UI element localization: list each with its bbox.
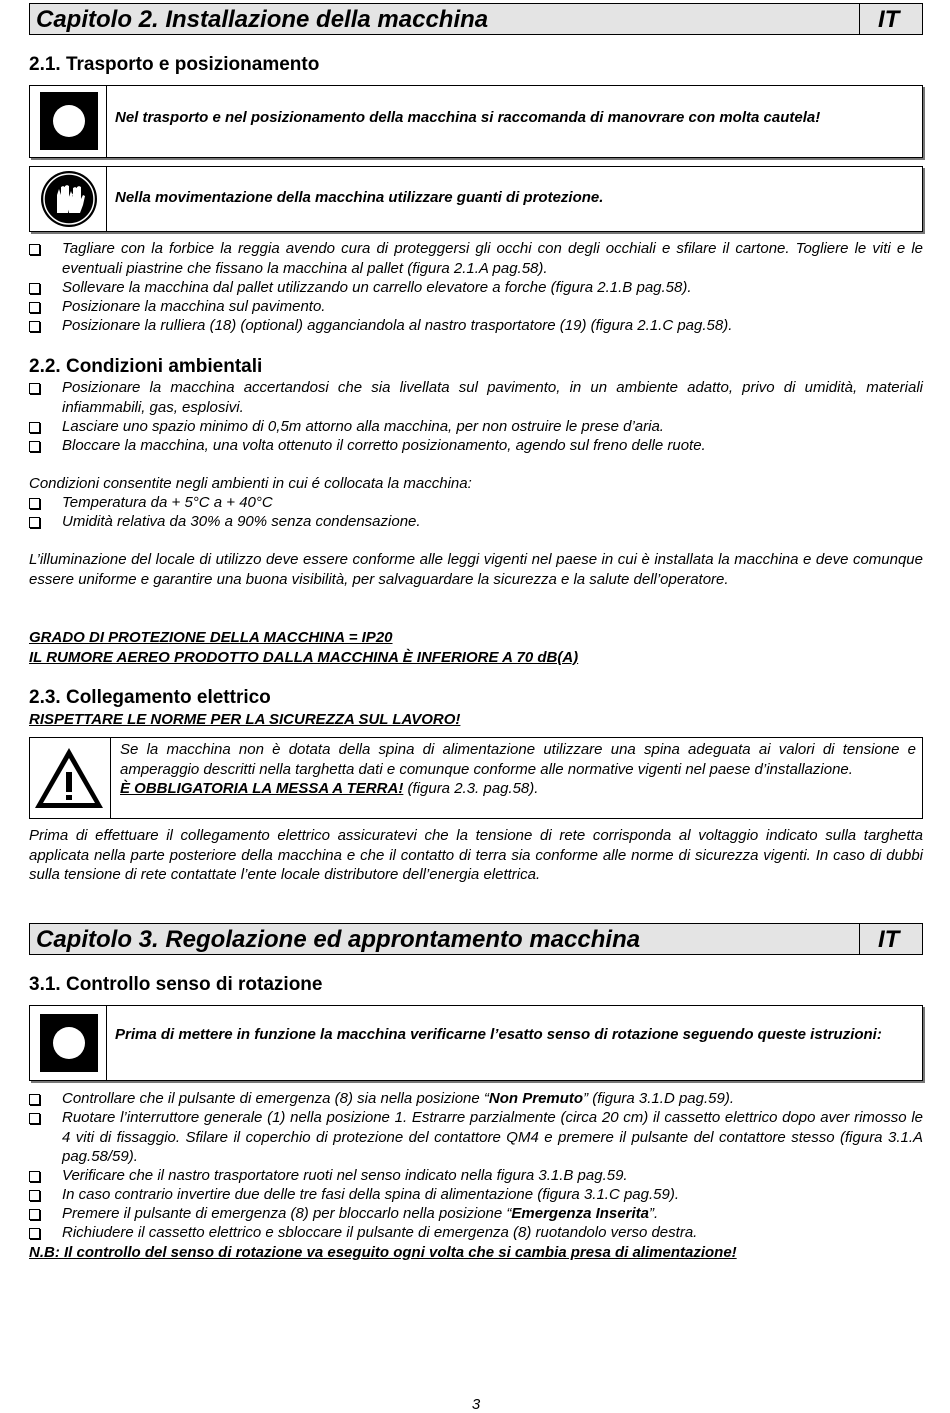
chapter-3-header <box>29 923 923 955</box>
chapter-3-title: Capitolo 3. Regolazione ed approntamento macchina <box>36 926 641 953</box>
list-item: Verificare che il nastro trasportatore ruoti nel senso indicato nella figura 3.1.B pag.59. <box>29 1166 923 1186</box>
list-item: Temperatura da + 5°C a + 40°C <box>29 493 923 513</box>
conditions-intro: Condizioni consentite negli ambienti in cui é collocata la macchina: <box>29 475 472 492</box>
note-box-rotation <box>29 1005 923 1081</box>
list-item: Tagliare con la forbice la reggia avendo cura di proteggersi gli occhi con degli occhiali e sfilare il cartone. Togliere le viti e le eventuali piastrine che fissano la macchina al pallet (figura 2.1.A pag.58). <box>29 239 923 278</box>
chapter-2-title: Capitolo 2. Installazione della macchina <box>36 6 489 33</box>
rotation-nb-note: N.B: Il controllo del senso di rotazione va eseguito ogni volta che si cambia presa di alimentazione! <box>29 1244 737 1261</box>
chapter-2-lang: IT <box>878 6 900 33</box>
section-2-2-title: 2.2. Condizioni ambientali <box>29 356 263 377</box>
list-item: Controllare che il pulsante di emergenza (8) sia nella posizione “Non Premuto” (figura 3.1.D pag.59). <box>29 1089 923 1109</box>
list-item: Ruotare l’interruttore generale (1) nella posizione 1. Estrarre parzialmente (circa 20 cm) il cassetto elettrico dopo aver rimosso le 4 viti di fissaggio. Sfilare il coperchio di protezione del contattore QM4 e premere il pulsante del contattore stesso (figura 3.1.A pag.58/59). <box>29 1108 923 1167</box>
chapter-2-lang-cell <box>859 4 922 34</box>
section-2-3-title: 2.3. Collegamento elettrico <box>29 687 271 708</box>
note-gloves-text: Nella movimentazione della macchina utilizzare guanti di protezione. <box>115 189 604 206</box>
note-caution-text: Nel trasporto e nel posizionamento della macchina si raccomanda di manovrare con molta cautela! <box>115 109 821 126</box>
list-item: Sollevare la macchina dal pallet utilizzando un carrello elevatore a forche (figura 2.1.B pag.58). <box>29 278 923 298</box>
checkbox-bullet-icon <box>29 383 40 394</box>
list-item: Bloccare la macchina, una volta ottenuto il corretto posizionamento, agendo sul freno delle ruote. <box>29 436 923 456</box>
warning-text: Se la macchina non è dotata della spina di alimentazione utilizzare una spina adeguata ai valori di tensione e amperaggio descritti nella targhetta dati e comunque conforme alle normative vigenti nel paese d’installazione. È OBBLIGATORIA LA MESSA A TERRA! (figura 2.3. pag.58). <box>120 741 916 797</box>
protection-grade: GRADO DI PROTEZIONE DELLA MACCHINA = IP20 <box>29 629 393 646</box>
warning-triangle-icon <box>30 738 111 818</box>
checkbox-bullet-icon <box>29 321 40 332</box>
checkbox-bullet-icon <box>29 1113 40 1124</box>
list-item: Posizionare la macchina accertandosi che sia livellata sul pavimento, in un ambiente adatto, privo di umidità, materiali infiammabili, gas, esplosivi. <box>29 378 923 417</box>
section-3-1-title: 3.1. Controllo senso di rotazione <box>29 974 323 995</box>
checkbox-bullet-icon <box>29 517 40 528</box>
checkbox-bullet-icon <box>29 1228 40 1239</box>
mandatory-circle-icon <box>30 86 107 157</box>
checkbox-bullet-icon <box>29 283 40 294</box>
chapter-3-lang: IT <box>878 926 900 953</box>
lighting-paragraph: L’illuminazione del locale di utilizzo deve essere conforme alle leggi vigenti nel paese in cui è installata la macchina e deve comunque essere uniforme e garantire una buona visibilità, per salvaguardare la sicurezza e la salute dell’operatore. <box>29 551 923 588</box>
note-box-gloves <box>29 166 923 232</box>
section-2-1-title: 2.1. Trasporto e posizionamento <box>29 54 320 75</box>
checkbox-bullet-icon <box>29 1190 40 1201</box>
checkbox-bullet-icon <box>29 244 40 255</box>
warning-box <box>29 737 923 819</box>
checkbox-bullet-icon <box>29 302 40 313</box>
checkbox-bullet-icon <box>29 1094 40 1105</box>
list-item: Posizionare la macchina sul pavimento. <box>29 297 923 317</box>
chapter-2-header <box>29 3 923 35</box>
note-rotation-text: Prima di mettere in funzione la macchina verificarne l’esatto senso di rotazione seguendo queste istruzioni: <box>115 1026 882 1043</box>
list-item: In caso contrario invertire due delle tre fasi della spina di alimentazione (figura 3.1.C pag.59). <box>29 1185 923 1205</box>
checkbox-bullet-icon <box>29 1171 40 1182</box>
chapter-3-lang-cell <box>859 924 922 954</box>
checkbox-bullet-icon <box>29 441 40 452</box>
electrical-paragraph: Prima di effettuare il collegamento elettrico assicuratevi che la tensione di rete corrisponda al voltaggio indicato sulla targhetta applicata nella parte posteriore della macchina e che il contatto di terra sia conforme alle norme di sicurezza vigenti. In caso di dubbi sulla tensione di rete contattate l’ente locale distributore dell’energia elettrica. <box>29 827 923 883</box>
noise-level: IL RUMORE AEREO PRODOTTO DALLA MACCHINA È INFERIORE A 70 dB(A) <box>29 649 579 666</box>
checkbox-bullet-icon <box>29 1209 40 1220</box>
safety-rules-heading: RISPETTARE LE NORME PER LA SICUREZZA SUL LAVORO! <box>29 711 461 728</box>
checkbox-bullet-icon <box>29 498 40 509</box>
checkbox-bullet-icon <box>29 422 40 433</box>
protective-gloves-icon <box>30 167 107 231</box>
list-item: Premere il pulsante di emergenza (8) per bloccarlo nella posizione “Emergenza Inserita”. <box>29 1204 923 1224</box>
note-box-caution <box>29 85 923 158</box>
list-item: Posizionare la rulliera (18) (optional) agganciandola al nastro trasportatore (19) (figura 2.1.C pag.58). <box>29 316 923 336</box>
earthing-mandatory: È OBBLIGATORIA LA MESSA A TERRA! <box>120 780 404 797</box>
mandatory-circle-icon <box>30 1006 107 1080</box>
list-item: Lasciare uno spazio minimo di 0,5m attorno alla macchina, per non ostruire le prese d’aria. <box>29 417 923 437</box>
list-item: Richiudere il cassetto elettrico e sbloccare il pulsante di emergenza (8) ruotandolo verso destra. <box>29 1223 923 1243</box>
list-item: Umidità relativa da 30% a 90% senza condensazione. <box>29 512 923 532</box>
page-number: 3 <box>471 1396 481 1413</box>
